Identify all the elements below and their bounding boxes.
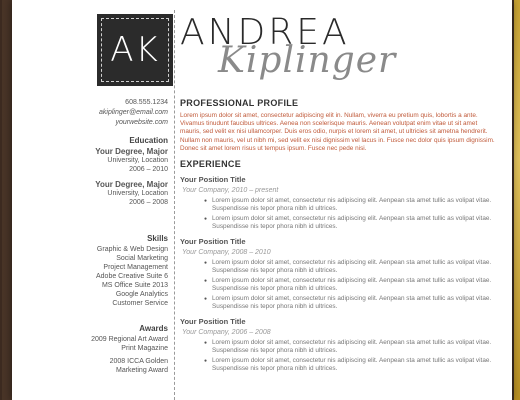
- education-heading: Education: [129, 136, 168, 145]
- skill-item: Customer Service: [112, 300, 168, 307]
- position-title: Your Position Title: [180, 317, 246, 327]
- position-company: Your Company, 2010 – present: [182, 187, 279, 195]
- awards-block: [91, 324, 168, 375]
- position-company: Your Company, 2006 – 2008: [182, 329, 271, 337]
- contact-block: [99, 98, 168, 128]
- skills-heading: Skills: [147, 234, 168, 243]
- bullet-item: ● Lorem ipsum dolor sit amet, consectetur nis adipiscing elit. Aenpean sta amet tullic as volipat vitae. Suspendisse nis tepor phora nibh id ultrices.: [204, 259, 498, 275]
- education-degree: Your Degree, Major: [95, 147, 168, 156]
- monogram-badge: [97, 14, 173, 86]
- contact-phone: 608.555.1234: [125, 99, 168, 106]
- bullet-item: ● Lorem ipsum dolor sit amet, consectetur nis adipiscing elit. Aenpean sta amet tullic as volipat vitae. Suspendisse nis tepor phora nibh id ultrices.: [204, 357, 498, 373]
- skill-item: Social Marketing: [116, 255, 168, 262]
- bullet-item: ● Lorem ipsum dolor sit amet, consectetur nis adipiscing elit. Aenpean sta amet tullic as volipat vitae. Suspendisse nis tepor phora nibh id ultrices.: [204, 277, 498, 293]
- education-school: University, Location: [107, 190, 168, 197]
- position-bullets: [204, 339, 498, 373]
- award-line: 2009 Regional Art Award: [91, 336, 168, 343]
- skill-item: Google Analytics: [115, 291, 168, 298]
- awards-heading: Awards: [139, 324, 168, 333]
- education-school: University, Location: [107, 157, 168, 164]
- name-first: ANDREA: [180, 12, 350, 53]
- bullet-item: ● Lorem ipsum dolor sit amet, consectetur nis adipiscing elit. Aenpean sta amet tullic as volipat vitae. Suspendisse nis tepor phora nibh id ultrices.: [204, 339, 498, 355]
- bullet-item: ● Lorem ipsum dolor sit amet, consectetur nis adipiscing elit. Aenpean sta amet tullic as volipat vitae. Suspendisse nis tepor phora nibh id ultrices.: [204, 295, 498, 311]
- position-entry: [180, 317, 498, 373]
- bullet-item: ● Lorem ipsum dolor sit amet, consectetur nis adipiscing elit. Aenpean sta amet tullic as volipat vitae. Suspendisse nis tepor phora nibh id ultrices.: [204, 197, 498, 213]
- position-title: Your Position Title: [180, 237, 246, 247]
- contact-website: yourwebsite.com: [115, 119, 168, 126]
- experience-heading: EXPERIENCE: [180, 159, 242, 170]
- skill-item: MS Office Suite 2013: [101, 282, 168, 289]
- position-entry: [180, 237, 498, 311]
- column-divider: [174, 10, 175, 400]
- profile-heading: PROFESSIONAL PROFILE: [180, 98, 299, 108]
- skill-item: Adobe Creative Suite 6: [96, 273, 168, 280]
- education-years: 2006 – 2010: [129, 166, 168, 173]
- award-line: Print Magazine: [121, 345, 168, 352]
- award-line: 2008 ICCA Golden: [109, 358, 168, 365]
- contact-email: akiplinger@email.com: [99, 109, 168, 116]
- monogram-text: AK: [101, 18, 169, 82]
- name-last: Kiplinger: [218, 40, 397, 81]
- gold-edge-stripe: [514, 0, 520, 400]
- skill-item: Graphic & Web Design: [96, 246, 168, 253]
- main-column: [180, 98, 498, 375]
- position-bullets: [204, 197, 498, 231]
- resume-page: [12, 0, 512, 400]
- position-bullets: [204, 259, 498, 311]
- education-years: 2006 – 2008: [129, 199, 168, 206]
- position-title: Your Position Title: [180, 175, 246, 185]
- education-block: [95, 136, 168, 207]
- position-entry: [180, 175, 498, 231]
- position-company: Your Company, 2008 – 2010: [182, 249, 271, 257]
- profile-text: Lorem ipsum dolor sit amet, consectetur adipiscing elit in. Nullam, viverra eu pretium quis, lobortis a ante. Vivamus tinudunt faucibus ultrices. Aenea non scelerisque mauris. Aenean volutpat enim vitae ut sit amet mauris, sed velit ex nisi ullamcorper. Duis eros odio, nurpis et lorem sit amet, ut ultricies sit ametna hendrerit. Nullam non mauris, vel ut nibh mi, sed velit ex nisi dignissim vel lacus in. Fusce nec dolor quis ipsum dignissim. Donec sit amet lorem risus ut tempus ipsum. Fusce nec pede nisi.: [180, 112, 495, 152]
- bullet-item: ● Lorem ipsum dolor sit amet, consectetur nis adipiscing elit. Aenpean sta amet tullic as volipat vitae. Suspendisse nis tepor phora nibh id ultrices.: [204, 215, 498, 231]
- skill-item: Project Management: [103, 264, 168, 271]
- education-degree: Your Degree, Major: [95, 180, 168, 189]
- award-line: Marketing Award: [115, 367, 168, 374]
- skills-block: [96, 234, 168, 308]
